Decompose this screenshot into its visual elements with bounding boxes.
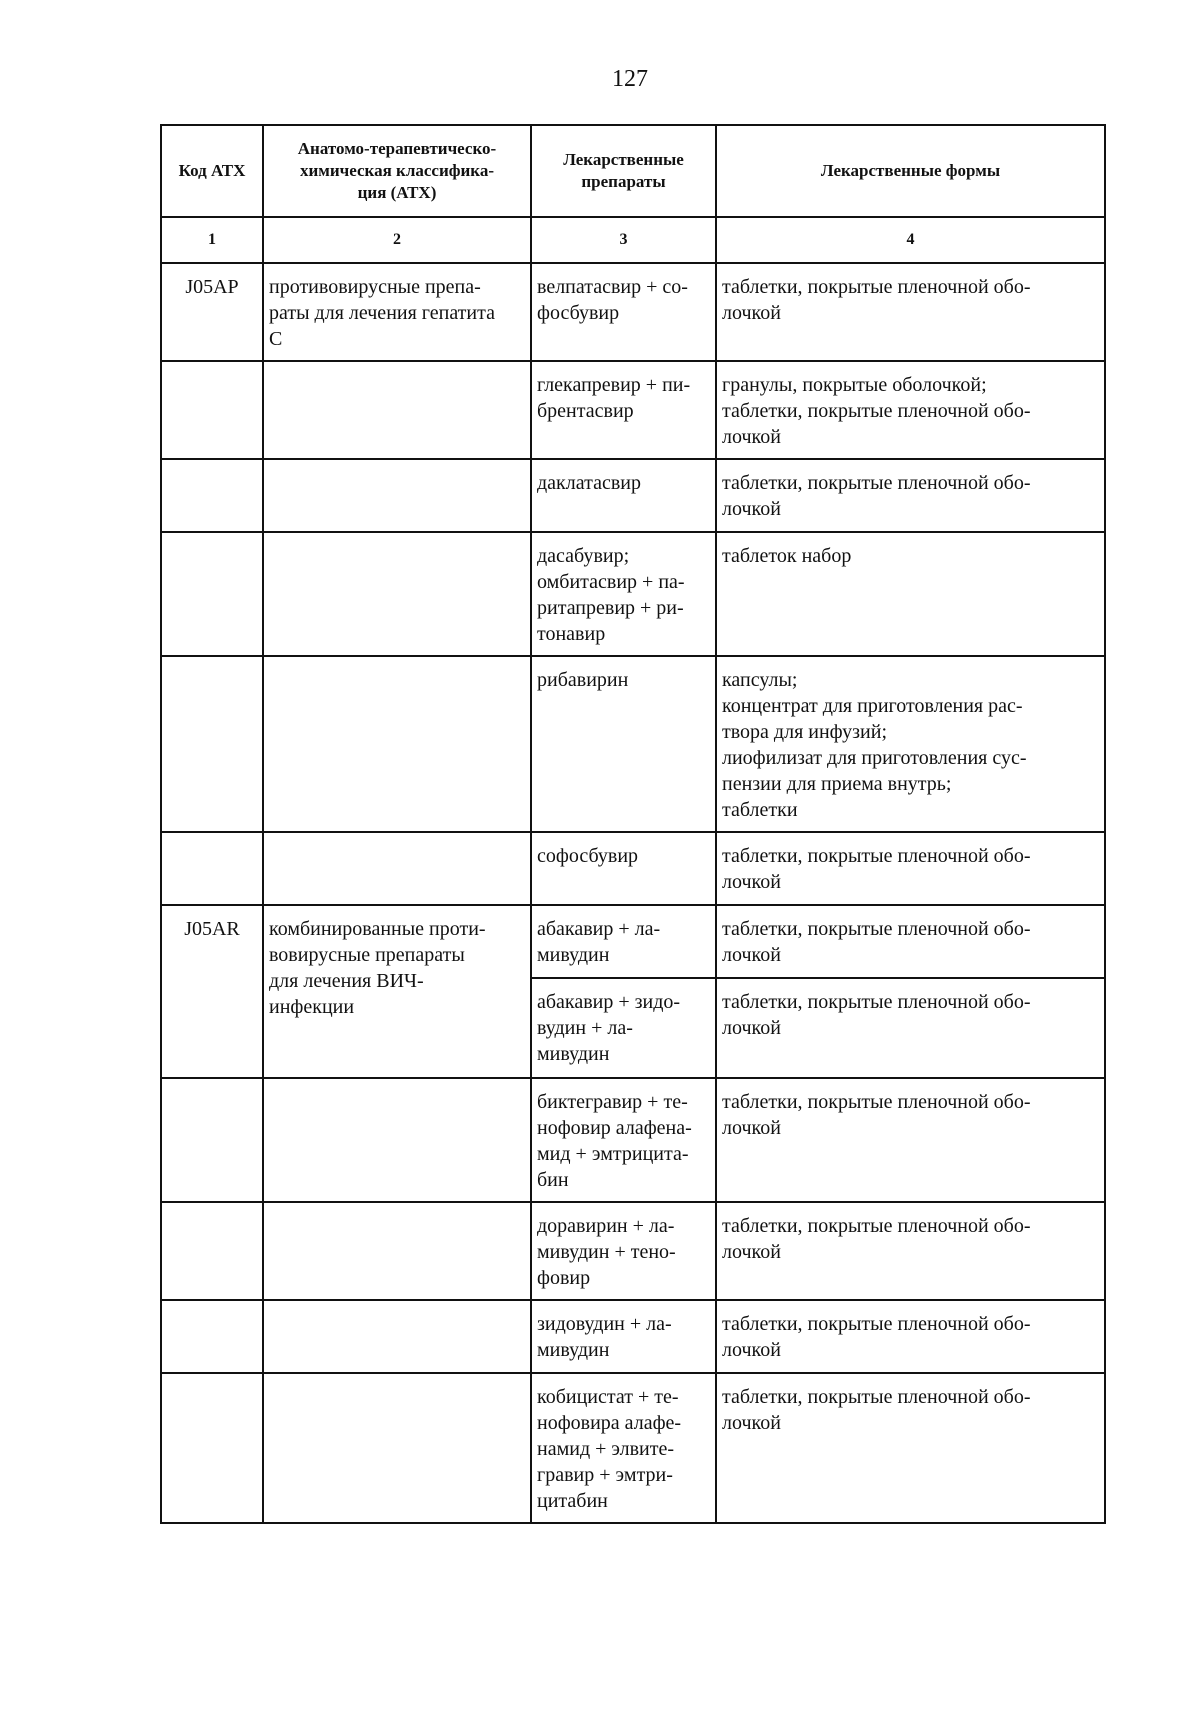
column-number-row bbox=[161, 217, 1105, 263]
header-forms: Лекарственные формы bbox=[716, 125, 1105, 217]
forms-cell bbox=[716, 532, 1105, 656]
classification-cell bbox=[263, 361, 531, 459]
table-row bbox=[161, 656, 1105, 832]
table-row bbox=[161, 532, 1105, 656]
classification-text bbox=[269, 460, 525, 470]
dosage-forms: таблетки, покрытые пленочной обо- лочкой bbox=[722, 845, 1031, 893]
classification-text bbox=[269, 1374, 525, 1384]
drug-name: софосбувир bbox=[537, 845, 639, 867]
table-row bbox=[161, 263, 1105, 361]
classification-text: противовирусные препа- раты для лечения гепатита С bbox=[269, 276, 495, 350]
atx-code bbox=[167, 833, 257, 843]
atx-code-cell bbox=[161, 832, 263, 905]
table-row bbox=[161, 832, 1105, 905]
drug-cell bbox=[531, 1202, 716, 1300]
drug-cell bbox=[531, 656, 716, 832]
atx-code bbox=[167, 362, 257, 372]
drug-name: дасабувир; омбитасвир + па- ритапревир + ри- тонавир bbox=[537, 545, 685, 645]
classification-cell bbox=[263, 656, 531, 832]
dosage-forms: таблетки, покрытые пленочной обо- лочкой bbox=[722, 1313, 1031, 1361]
atx-table bbox=[160, 124, 1106, 1524]
forms-cell bbox=[716, 1300, 1105, 1373]
drug-name: абакавир + ла- мивудин bbox=[537, 918, 661, 966]
forms-cell bbox=[716, 1373, 1105, 1523]
classification-text: комбинированные проти- вовирусные препараты для лечения ВИЧ- инфекции bbox=[269, 918, 486, 1018]
atx-code bbox=[167, 657, 257, 667]
forms-cell bbox=[716, 1078, 1105, 1202]
drug-cell bbox=[531, 832, 716, 905]
drug-name: доравирин + ла- мивудин + тено- фовир bbox=[537, 1215, 676, 1289]
classification-text bbox=[269, 657, 525, 667]
atx-code-cell bbox=[161, 1373, 263, 1523]
classification-cell bbox=[263, 532, 531, 656]
classification-text bbox=[269, 1079, 525, 1089]
page-number: 127 bbox=[612, 66, 648, 92]
dosage-forms: таблетки, покрытые пленочной обо- лочкой bbox=[722, 1386, 1031, 1434]
dosage-forms: таблетки, покрытые пленочной обо- лочкой bbox=[722, 276, 1031, 324]
classification-cell bbox=[263, 1300, 531, 1373]
classification-cell bbox=[263, 832, 531, 905]
atx-code-cell bbox=[161, 361, 263, 459]
atx-code-cell bbox=[161, 459, 263, 532]
classification-cell bbox=[263, 1202, 531, 1300]
header-code: Код АТХ bbox=[161, 125, 263, 217]
drug-cell bbox=[531, 263, 716, 361]
forms-cell bbox=[716, 656, 1105, 832]
table-row bbox=[161, 905, 1105, 978]
atx-code-cell bbox=[161, 1300, 263, 1373]
classification-cell bbox=[263, 459, 531, 532]
header-row bbox=[161, 125, 1105, 217]
drug-cell bbox=[531, 532, 716, 656]
drug-name: велпатасвир + со- фосбувир bbox=[537, 276, 688, 324]
atx-code-cell bbox=[161, 1078, 263, 1202]
atx-code bbox=[167, 533, 257, 543]
header-drugs: Лекарственные препараты bbox=[531, 125, 716, 217]
dosage-forms: таблетки, покрытые пленочной обо- лочкой bbox=[722, 918, 1031, 966]
column-number: 2 bbox=[263, 217, 531, 263]
drug-cell bbox=[531, 978, 716, 1078]
atx-code bbox=[167, 460, 257, 470]
drug-cell bbox=[531, 1373, 716, 1523]
atx-code-cell bbox=[161, 532, 263, 656]
atx-code-cell bbox=[161, 1202, 263, 1300]
classification-cell bbox=[263, 1078, 531, 1202]
column-number: 4 bbox=[716, 217, 1105, 263]
atx-code bbox=[167, 1301, 257, 1311]
table-row bbox=[161, 1373, 1105, 1523]
forms-cell bbox=[716, 361, 1105, 459]
dosage-forms: таблетки, покрытые пленочной обо- лочкой bbox=[722, 991, 1031, 1039]
atx-code bbox=[167, 1203, 257, 1213]
table-row bbox=[161, 1078, 1105, 1202]
forms-cell bbox=[716, 905, 1105, 978]
atx-code: J05AP bbox=[185, 276, 239, 298]
dosage-forms: таблетки, покрытые пленочной обо- лочкой bbox=[722, 472, 1031, 520]
drug-name: кобицистат + те- нофовира алафе- намид + элвите- гравир + эмтри- цитабин bbox=[537, 1386, 682, 1512]
dosage-forms: таблетки, покрытые пленочной обо- лочкой bbox=[722, 1091, 1031, 1139]
atx-code-cell bbox=[161, 905, 263, 1078]
atx-code bbox=[167, 1079, 257, 1089]
classification-cell bbox=[263, 905, 531, 1078]
table-row bbox=[161, 459, 1105, 532]
dosage-forms: таблеток набор bbox=[722, 545, 852, 567]
dosage-forms: таблетки, покрытые пленочной обо- лочкой bbox=[722, 1215, 1031, 1263]
classification-cell bbox=[263, 1373, 531, 1523]
header-classification: Анатомо-терапевтическо- химическая классифика- ция (АТХ) bbox=[263, 125, 531, 217]
classification-text bbox=[269, 1203, 525, 1213]
dosage-forms: гранулы, покрытые оболочкой; таблетки, покрытые пленочной обо- лочкой bbox=[722, 374, 1031, 448]
drug-cell bbox=[531, 361, 716, 459]
forms-cell bbox=[716, 978, 1105, 1078]
table-row bbox=[161, 361, 1105, 459]
column-number: 1 bbox=[161, 217, 263, 263]
table-row bbox=[161, 1300, 1105, 1373]
drug-cell bbox=[531, 1078, 716, 1202]
forms-cell bbox=[716, 1202, 1105, 1300]
classification-text bbox=[269, 1301, 525, 1311]
drug-name: зидовудин + ла- мивудин bbox=[537, 1313, 672, 1361]
classification-text bbox=[269, 533, 525, 543]
column-number: 3 bbox=[531, 217, 716, 263]
classification-text bbox=[269, 362, 525, 372]
atx-code-cell bbox=[161, 263, 263, 361]
dosage-forms: капсулы; концентрат для приготовления рас- твора для инфузий; лиофилизат для приготовления сус- пензии для приема внутрь; таблетки bbox=[722, 669, 1027, 821]
classification-cell bbox=[263, 263, 531, 361]
atx-code: J05AR bbox=[184, 918, 240, 940]
classification-text bbox=[269, 833, 525, 843]
drug-cell bbox=[531, 459, 716, 532]
atx-code bbox=[167, 1374, 257, 1384]
drug-name: абакавир + зидо- вудин + ла- мивудин bbox=[537, 991, 681, 1065]
drug-name: биктегравир + те- нофовир алафена- мид + эмтрицита- бин bbox=[537, 1091, 692, 1191]
atx-code-cell bbox=[161, 656, 263, 832]
drug-name: рибавирин bbox=[537, 669, 629, 691]
forms-cell bbox=[716, 832, 1105, 905]
drug-name: глекапревир + пи- брентасвир bbox=[537, 374, 691, 422]
forms-cell bbox=[716, 263, 1105, 361]
drug-cell bbox=[531, 905, 716, 978]
table-row bbox=[161, 1202, 1105, 1300]
forms-cell bbox=[716, 459, 1105, 532]
drug-cell bbox=[531, 1300, 716, 1373]
drug-name: даклатасвир bbox=[537, 472, 641, 494]
